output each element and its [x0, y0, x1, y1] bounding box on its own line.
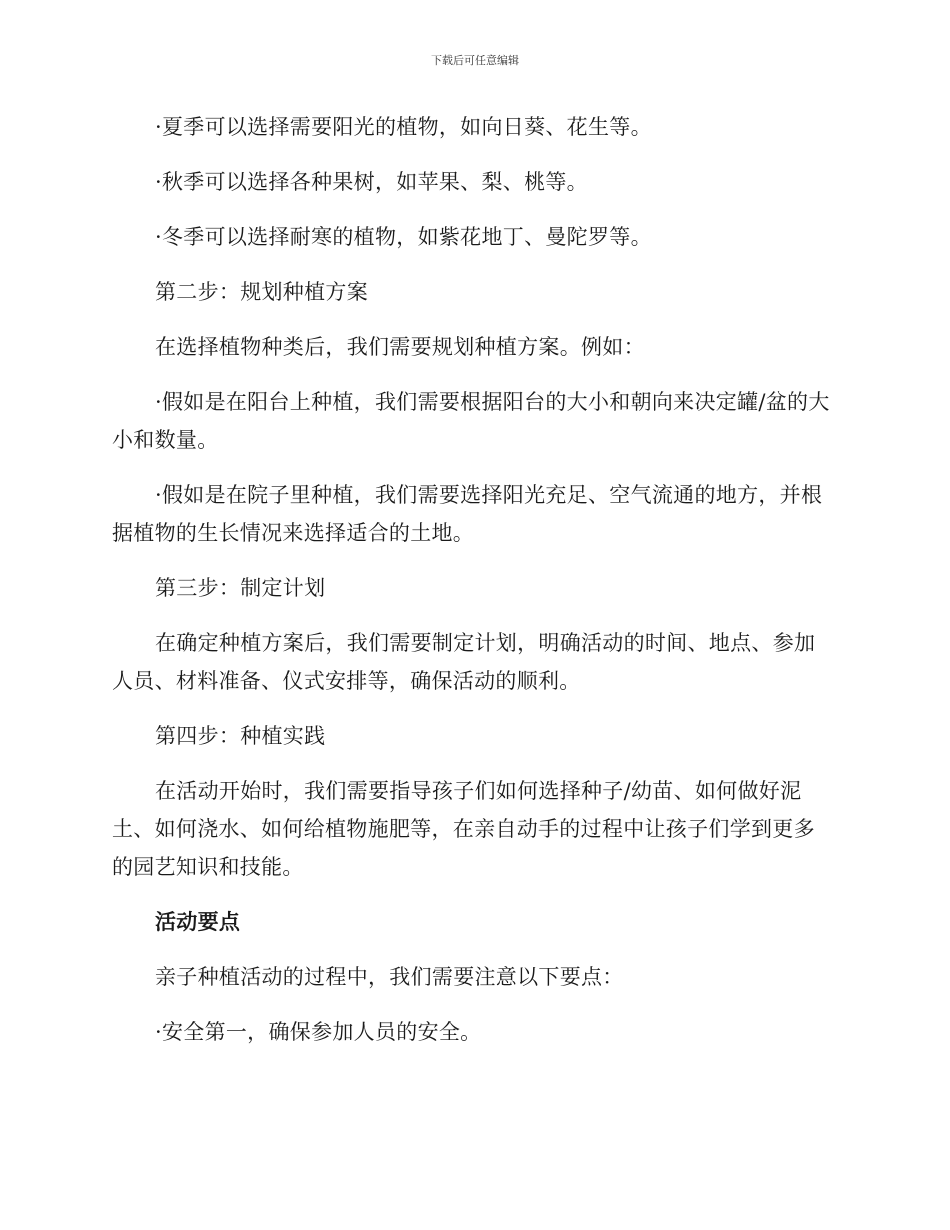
bullet-autumn: ·秋季可以选择各种果树，如苹果、梨、桃等。	[155, 170, 588, 194]
step-four-title: 第四步：种植实践	[155, 724, 326, 748]
step-four-text: 在活动开始时，我们需要指导孩子们如何选择种子/幼苗、如何做好泥土、如何浇水、如何给植物施肥等，在亲自动手的过程中让孩子们学到更多的园艺知识和技能。	[112, 779, 815, 879]
step-three-title: 第三步：制定计划	[155, 576, 326, 600]
page-header: 下载后可任意编辑	[431, 54, 519, 67]
key-points-intro: 亲子种植活动的过程中，我们需要注意以下要点：	[155, 965, 624, 989]
section-heading-key-points: 活动要点	[155, 910, 241, 934]
bullet-summer: ·夏季可以选择需要阳光的植物，如向日葵、花生等。	[155, 115, 652, 139]
bullet-safety: ·安全第一，确保参加人员的安全。	[155, 1020, 482, 1044]
bullet-yard: ·假如是在院子里种植，我们需要选择阳光充足、空气流通的地方，并根据植物的生长情况来选择适合的土地。	[112, 483, 823, 545]
bullet-balcony: ·假如是在阳台上种植，我们需要根据阳台的大小和朝向来决定罐/盆的大小和数量。	[112, 390, 830, 452]
document-body	[112, 108, 832, 1068]
step-two-title: 第二步：规划种植方案	[155, 280, 368, 304]
bullet-winter: ·冬季可以选择耐寒的植物，如紫花地丁、曼陀罗等。	[155, 225, 652, 249]
step-three-text: 在确定种植方案后，我们需要制定计划，明确活动的时间、地点、参加人员、材料准备、仪式安排等，确保活动的顺利。	[112, 631, 816, 693]
step-two-intro: 在选择植物种类后，我们需要规划种植方案。例如：	[155, 335, 645, 359]
